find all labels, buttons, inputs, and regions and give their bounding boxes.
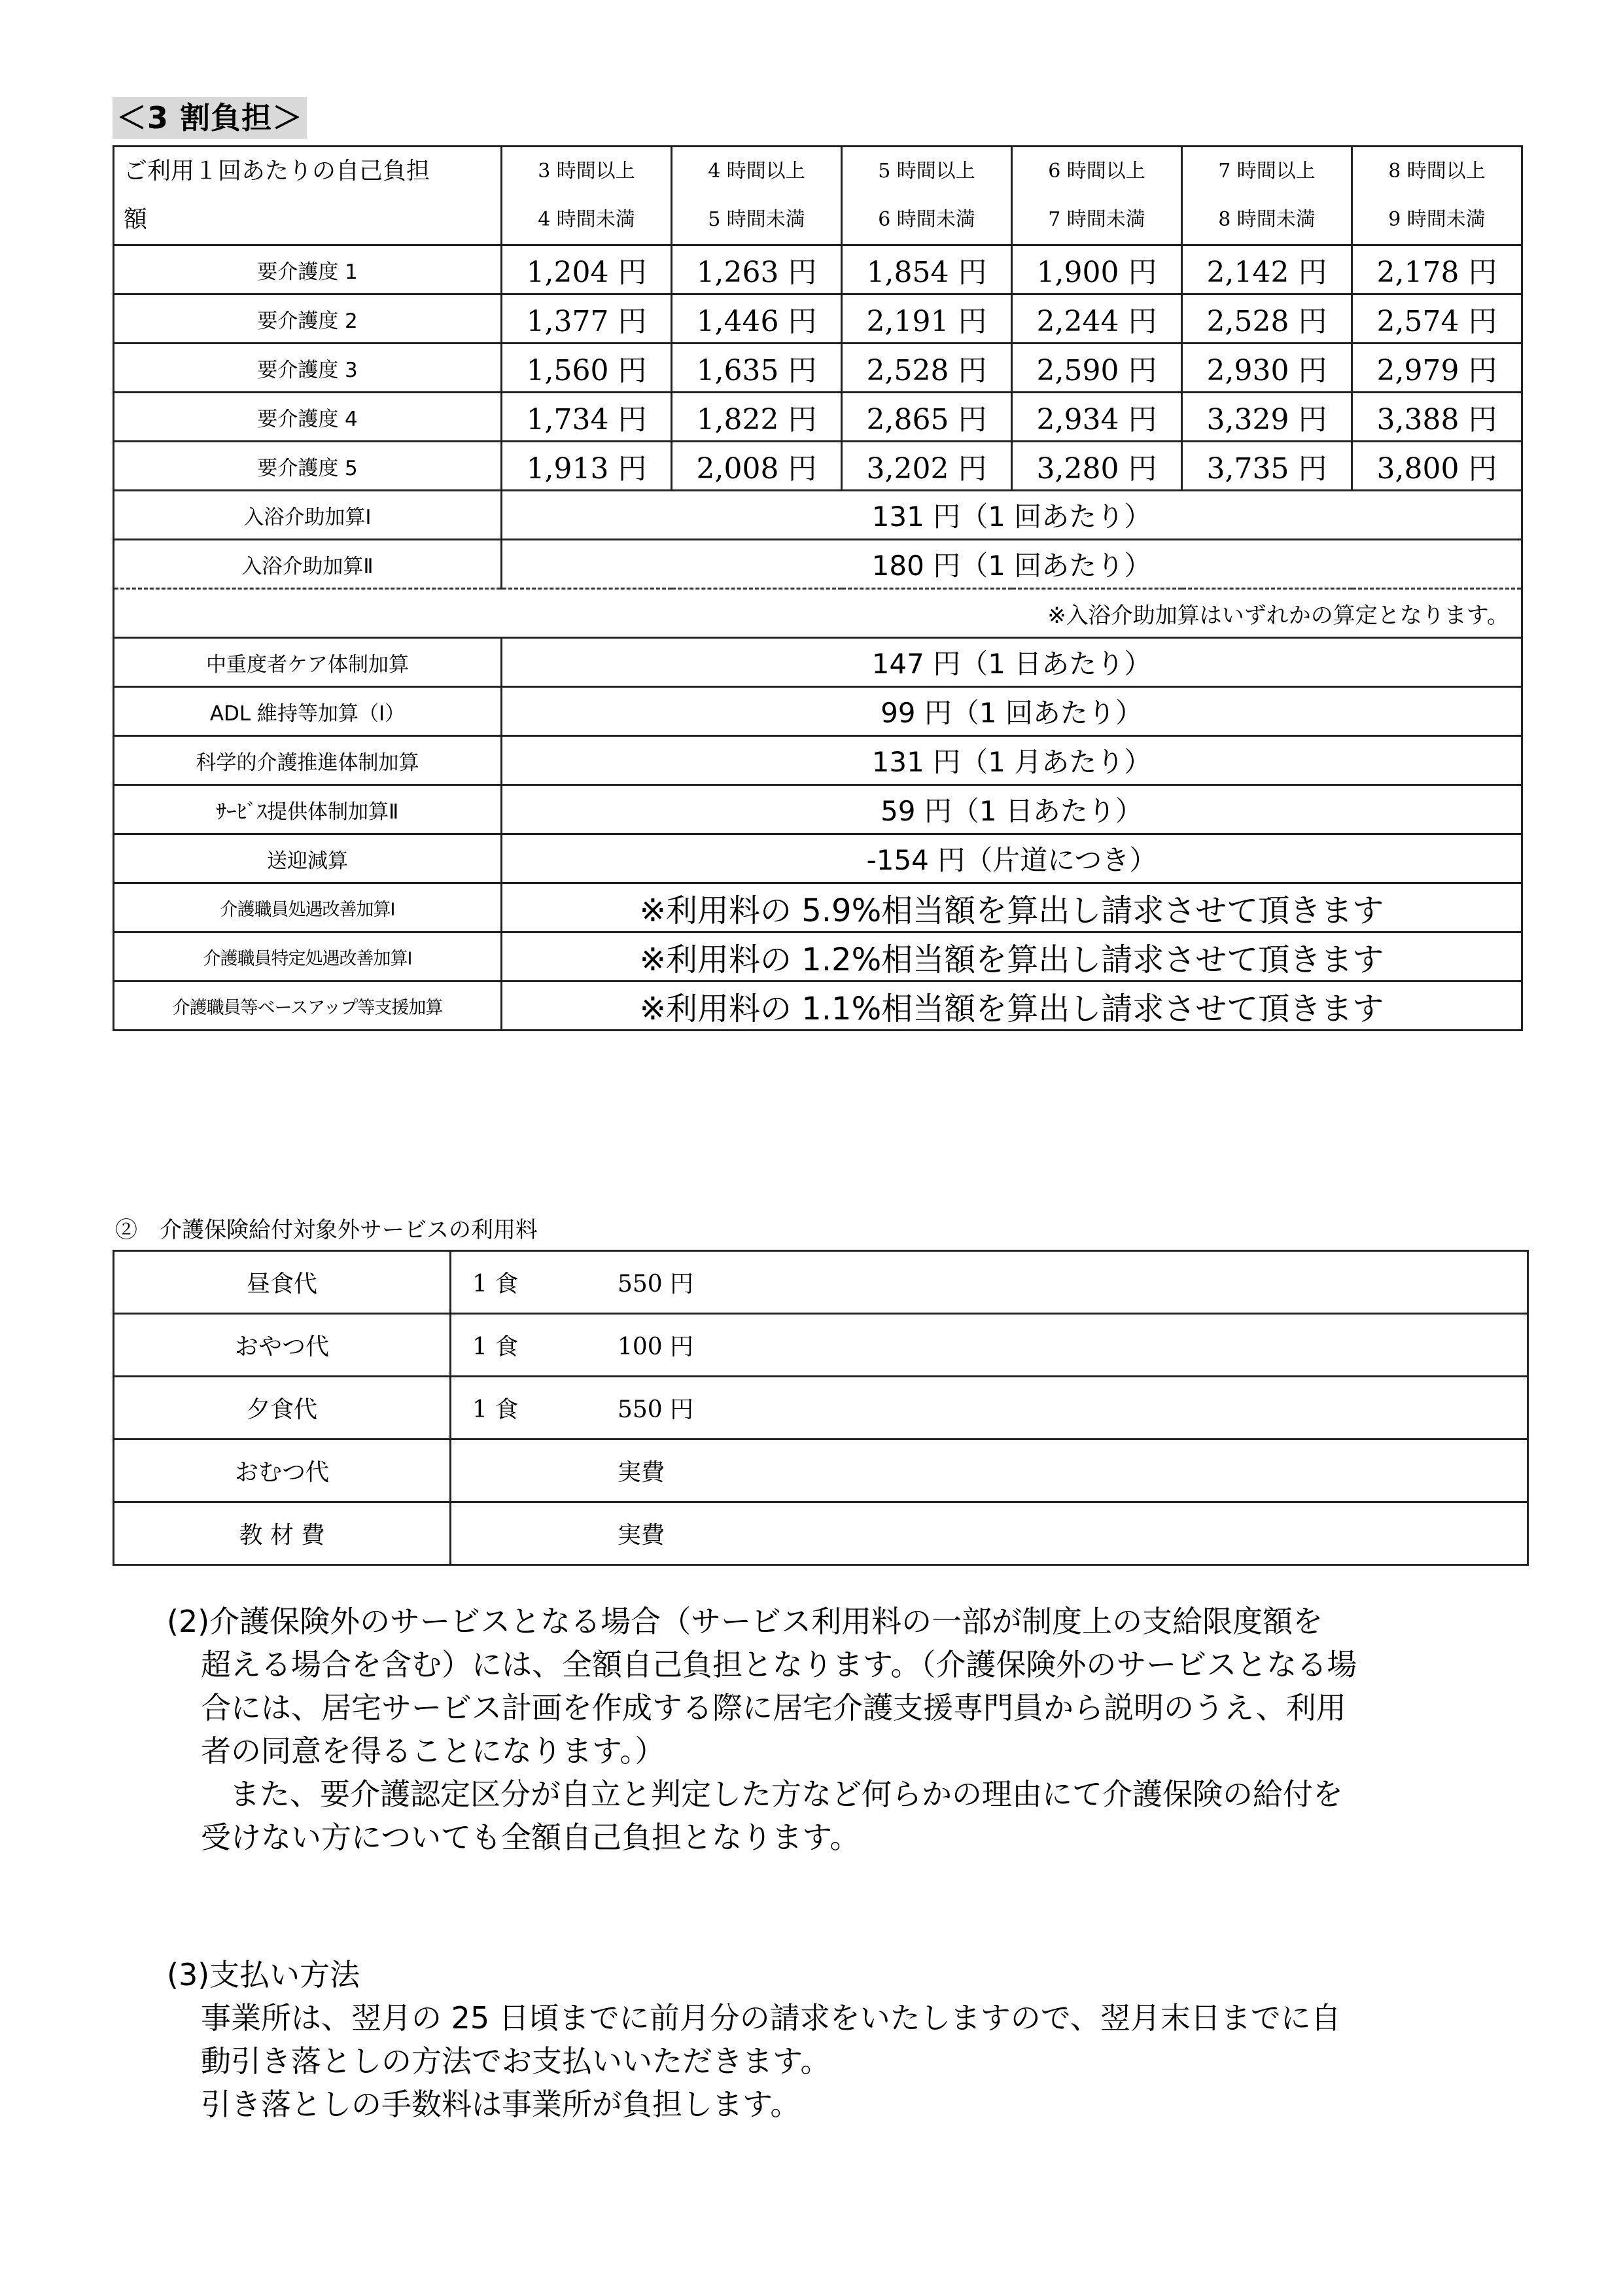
percent-addition-row (114, 981, 1522, 1031)
time-range-header (1012, 147, 1182, 245)
time-range-from: 8 時間以上 (1388, 160, 1486, 183)
extra-service-value (451, 1439, 1528, 1502)
addition-label: ｻｰﾋﾞｽ提供体制加算Ⅱ (114, 785, 502, 834)
paragraph-line: 合には、居宅サービス計画を作成する際に居宅介護支援専門員から説明のうえ、利用 (201, 1690, 1346, 1725)
addition-label: 中重度者ケア体制加算 (114, 638, 502, 687)
extra-service-value (451, 1314, 1528, 1377)
price-cell: 2,865 円 (842, 393, 1012, 442)
addition-value: 99 円（1 回あたり） (502, 687, 1522, 736)
addition-value: ※利用料の 1.2%相当額を算出し請求させて頂きます (502, 932, 1522, 981)
price-cell: 2,191 円 (842, 294, 1012, 344)
price-cell: 1,913 円 (502, 442, 672, 491)
price-cell: 3,388 円 (1352, 393, 1522, 442)
paragraph-line: また、要介護認定区分が自立と判定した方など何らかの理由にて介護保険の給付を (230, 1776, 1343, 1812)
time-range-header (1352, 147, 1522, 245)
extra-service-unit: 1 食 (472, 1396, 519, 1423)
addition-value: 131 円（1 回あたり） (502, 491, 1522, 540)
extra-services-heading: ② 介護保険給付対象外サービスの利用料 (115, 1217, 538, 1243)
price-cell: 3,280 円 (1012, 442, 1182, 491)
time-range-from: 3 時間以上 (538, 160, 635, 183)
addition-label: 介護職員特定処遇改善加算Ⅰ (114, 932, 502, 981)
time-range-from: 7 時間以上 (1218, 160, 1316, 183)
extra-service-row (114, 1314, 1528, 1377)
time-range-to: 8 時間未満 (1218, 208, 1316, 231)
addition-value: ※利用料の 5.9%相当額を算出し請求させて頂きます (502, 883, 1522, 932)
paragraph-line: 者の同意を得ることになります。） (201, 1733, 665, 1769)
price-cell: 1,204 円 (502, 245, 672, 294)
section-3-payment (167, 1953, 1527, 2126)
section-title: ＜3 割負担＞ (113, 97, 307, 139)
price-cell: 1,560 円 (502, 344, 672, 393)
care-level-row (114, 344, 1522, 393)
extra-services-table (113, 1250, 1529, 1566)
time-range-from: 6 時間以上 (1048, 160, 1145, 183)
addition-label: 送迎減算 (114, 834, 502, 883)
care-level-row (114, 442, 1522, 491)
header-label-line: ご利用１回あたりの自己負担 (124, 158, 430, 185)
addition-row (114, 785, 1522, 834)
extra-service-value (451, 1502, 1528, 1565)
care-level-label: 要介護度 2 (114, 294, 502, 344)
addition-row (114, 736, 1522, 785)
time-range-header (672, 147, 842, 245)
extra-service-row (114, 1251, 1528, 1314)
header-label-cell (114, 147, 502, 245)
extra-service-name: 教 材 費 (114, 1502, 451, 1565)
addition-label: 入浴介助加算Ⅰ (114, 491, 502, 540)
price-cell: 1,900 円 (1012, 245, 1182, 294)
care-level-label: 要介護度 4 (114, 393, 502, 442)
price-cell: 2,934 円 (1012, 393, 1182, 442)
care-level-label: 要介護度 3 (114, 344, 502, 393)
extra-service-name: 夕食代 (114, 1377, 451, 1439)
addition-label: 科学的介護推進体制加算 (114, 736, 502, 785)
price-cell: 2,528 円 (842, 344, 1012, 393)
addition-value: ※利用料の 1.1%相当額を算出し請求させて頂きます (502, 981, 1522, 1031)
care-level-row (114, 393, 1522, 442)
bath-note: ※入浴介助加算はいずれかの算定となります。 (114, 589, 1522, 638)
extra-service-price: 実費 (618, 1459, 665, 1486)
time-range-from: 5 時間以上 (878, 160, 975, 183)
extra-service-price: 100 円 (618, 1333, 694, 1360)
price-cell: 2,590 円 (1012, 344, 1182, 393)
addition-row (114, 638, 1522, 687)
extra-service-price: 550 円 (618, 1396, 694, 1423)
extra-service-row (114, 1502, 1528, 1565)
extra-service-price: 550 円 (618, 1271, 694, 1298)
price-cell: 2,930 円 (1182, 344, 1352, 393)
care-level-label: 要介護度 1 (114, 245, 502, 294)
price-cell: 3,202 円 (842, 442, 1012, 491)
price-cell: 3,329 円 (1182, 393, 1352, 442)
paragraph-line: 受けない方についても全額自己負担となります。 (201, 1820, 860, 1855)
section-3-title: (3)支払い方法 (167, 1957, 360, 1992)
addition-label: ADL 維持等加算（Ⅰ） (114, 687, 502, 736)
care-level-label: 要介護度 5 (114, 442, 502, 491)
price-cell: 3,735 円 (1182, 442, 1352, 491)
price-cell: 2,574 円 (1352, 294, 1522, 344)
paragraph-line: 引き落としの手数料は事業所が負担します。 (201, 2087, 801, 2122)
paragraph-line: 事業所は、翌月の 25 日頃までに前月分の請求をいたしますので、翌月末日までに自 (201, 2000, 1341, 2036)
care-level-row (114, 294, 1522, 344)
extra-service-unit: 1 食 (472, 1333, 519, 1360)
addition-row (114, 834, 1522, 883)
time-range-header (842, 147, 1012, 245)
addition-label: 入浴介助加算Ⅱ (114, 540, 502, 589)
extra-service-price: 実費 (618, 1522, 665, 1549)
time-range-to: 7 時間未満 (1048, 208, 1145, 231)
percent-addition-row (114, 883, 1522, 932)
addition-value: 147 円（1 日あたり） (502, 638, 1522, 687)
price-cell: 1,854 円 (842, 245, 1012, 294)
extra-service-value (451, 1251, 1528, 1314)
bath-addition-row (114, 540, 1522, 589)
price-cell: 1,377 円 (502, 294, 672, 344)
addition-value: 180 円（1 回あたり） (502, 540, 1522, 589)
care-level-row (114, 245, 1522, 294)
price-cell: 2,979 円 (1352, 344, 1522, 393)
paragraph-line: 動引き落としの方法でお支払いいただきます。 (201, 2043, 831, 2079)
fee-table-header-row (114, 147, 1522, 245)
paragraph-line: 超える場合を含む）には、全額自己負担となります。（介護保険外のサービスとなる場 (201, 1647, 1357, 1682)
price-cell: 2,528 円 (1182, 294, 1352, 344)
price-cell: 1,446 円 (672, 294, 842, 344)
addition-row (114, 687, 1522, 736)
time-range-to: 4 時間未満 (538, 208, 635, 231)
price-cell: 1,734 円 (502, 393, 672, 442)
addition-label: 介護職員等ベースアップ等支援加算 (114, 981, 502, 1031)
fee-table (113, 145, 1523, 1031)
price-cell: 1,635 円 (672, 344, 842, 393)
price-cell: 2,244 円 (1012, 294, 1182, 344)
price-cell: 1,822 円 (672, 393, 842, 442)
price-cell: 2,008 円 (672, 442, 842, 491)
extra-service-name: おむつ代 (114, 1439, 451, 1502)
bath-note-row (114, 589, 1522, 638)
time-range-from: 4 時間以上 (708, 160, 805, 183)
price-cell: 2,178 円 (1352, 245, 1522, 294)
addition-value: 131 円（1 月あたり） (502, 736, 1522, 785)
extra-service-row (114, 1439, 1528, 1502)
time-range-to: 9 時間未満 (1388, 208, 1486, 231)
price-cell: 3,800 円 (1352, 442, 1522, 491)
extra-service-name: おやつ代 (114, 1314, 451, 1377)
time-range-header (1182, 147, 1352, 245)
bath-addition-row (114, 491, 1522, 540)
price-cell: 1,263 円 (672, 245, 842, 294)
extra-service-name: 昼食代 (114, 1251, 451, 1314)
price-cell: 2,142 円 (1182, 245, 1352, 294)
extra-service-unit: 1 食 (472, 1271, 519, 1298)
addition-label: 介護職員処遇改善加算Ⅰ (114, 883, 502, 932)
addition-value: 59 円（1 日あたり） (502, 785, 1522, 834)
section-2-paragraph (167, 1600, 1527, 1859)
time-range-to: 5 時間未満 (708, 208, 805, 231)
header-label-line: 額 (124, 206, 148, 233)
extra-service-row (114, 1377, 1528, 1439)
extra-service-value (451, 1377, 1528, 1439)
paragraph-line: (2)介護保険外のサービスとなる場合（サービス利用料の一部が制度上の支給限度額を (167, 1604, 1323, 1639)
addition-value: -154 円（片道につき） (502, 834, 1522, 883)
time-range-to: 6 時間未満 (878, 208, 975, 231)
time-range-header (502, 147, 672, 245)
percent-addition-row (114, 932, 1522, 981)
